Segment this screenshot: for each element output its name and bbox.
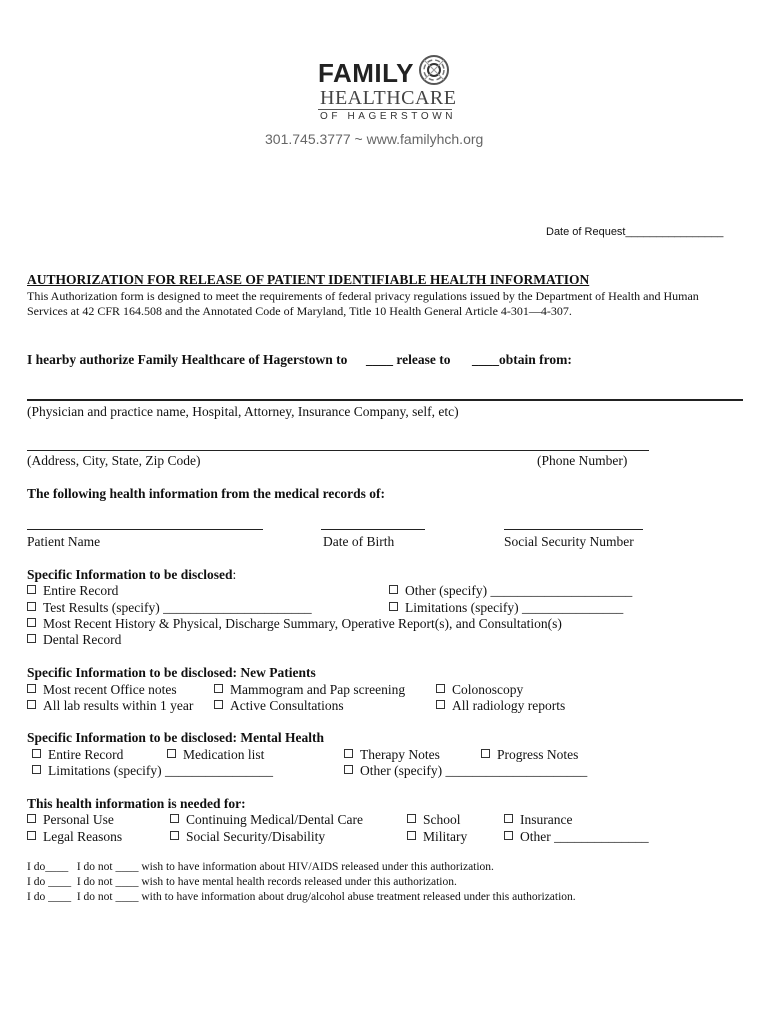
check-school[interactable]: School	[407, 812, 461, 828]
checkbox-icon[interactable]	[32, 765, 41, 774]
checkbox-icon[interactable]	[27, 814, 36, 823]
logo	[318, 58, 458, 128]
check-personal-use[interactable]: Personal Use	[27, 812, 114, 828]
check-mh-other[interactable]: Other (specify) _____________________	[344, 763, 587, 779]
checkbox-icon[interactable]	[344, 765, 353, 774]
logo-healthcare: HEALTHCARE	[320, 87, 457, 109]
section-mental-health: Specific Information to be disclosed: Mental Health	[27, 730, 324, 745]
check-progress-notes[interactable]: Progress Notes	[481, 747, 578, 763]
check-lab-results[interactable]: All lab results within 1 year	[27, 698, 193, 714]
checkbox-icon[interactable]	[504, 831, 513, 840]
consent-hiv[interactable]: I do____ I do not ____ wish to have information about HIV/AIDS released under this authorization.	[27, 861, 494, 873]
check-test-results[interactable]: Test Results (specify) ______________________	[27, 600, 312, 616]
check-other-specify[interactable]: Other (specify) _____________________	[389, 583, 632, 599]
check-therapy-notes[interactable]: Therapy Notes	[344, 747, 440, 763]
check-military[interactable]: Military	[407, 829, 467, 845]
physician-label: (Physician and practice name, Hospital, Attorney, Insurance Company, self, etc)	[27, 404, 459, 419]
check-entire-record[interactable]: Entire Record	[27, 583, 118, 599]
authorize-text: I hearby authorize Family Healthcare of Hagerstown to	[27, 352, 348, 367]
address-field-line[interactable]	[27, 450, 649, 451]
section-specific-info: Specific Information to be disclosed:	[27, 567, 237, 582]
obtain-option[interactable]: ____obtain from:	[472, 352, 572, 367]
release-option[interactable]: ____ release to	[366, 352, 451, 367]
check-dental-record[interactable]: Dental Record	[27, 632, 121, 648]
check-recent-history[interactable]: Most Recent History & Physical, Discharge Summary, Operative Report(s), and Consultation(s)	[27, 616, 562, 632]
checkbox-icon[interactable]	[436, 700, 445, 709]
section-needed-for: This health information is needed for:	[27, 796, 246, 811]
logo-family: FAMILY	[318, 58, 414, 88]
checkbox-icon[interactable]	[389, 585, 398, 594]
checkbox-icon[interactable]	[27, 602, 36, 611]
dob-field[interactable]	[321, 529, 425, 530]
check-insurance[interactable]: Insurance	[504, 812, 572, 828]
intro-line-1: This Authorization form is designed to meet the requirements of federal privacy regulations issued by the Department of Health and Human	[27, 289, 699, 303]
logo-location: OF HAGERSTOWN	[320, 111, 457, 122]
checkbox-icon[interactable]	[407, 814, 416, 823]
checkbox-icon[interactable]	[27, 634, 36, 643]
check-active-consultations[interactable]: Active Consultations	[214, 698, 344, 714]
checkbox-icon[interactable]	[167, 749, 176, 758]
check-mh-limitations[interactable]: Limitations (specify) ________________	[32, 763, 273, 779]
check-social-security[interactable]: Social Security/Disability	[170, 829, 325, 845]
ssn-label: Social Security Number	[504, 534, 634, 549]
checkbox-icon[interactable]	[436, 684, 445, 693]
checkbox-icon[interactable]	[344, 749, 353, 758]
check-other-purpose[interactable]: Other ______________	[504, 829, 649, 845]
checkbox-icon[interactable]	[389, 602, 398, 611]
check-radiology[interactable]: All radiology reports	[436, 698, 565, 714]
logo-mark-icon	[416, 52, 452, 88]
address-label: (Address, City, State, Zip Code)	[27, 453, 201, 468]
checkbox-icon[interactable]	[27, 618, 36, 627]
consent-mental-health[interactable]: I do ____ I do not ____ wish to have mental health records released under this authorization.	[27, 876, 457, 888]
patient-name-label: Patient Name	[27, 534, 101, 549]
check-medication-list[interactable]: Medication list	[167, 747, 264, 763]
check-mammogram[interactable]: Mammogram and Pap screening	[214, 682, 405, 698]
checkbox-icon[interactable]	[214, 684, 223, 693]
checkbox-icon[interactable]	[170, 831, 179, 840]
checkbox-icon[interactable]	[481, 749, 490, 758]
date-of-request: Date of Request________________	[546, 226, 724, 238]
check-limitations[interactable]: Limitations (specify) _______________	[389, 600, 623, 616]
contact-info: 301.745.3777 ~ www.familyhch.org	[265, 131, 484, 147]
check-continuing-care[interactable]: Continuing Medical/Dental Care	[170, 812, 363, 828]
check-colonoscopy[interactable]: Colonoscopy	[436, 682, 523, 698]
following-heading: The following health information from the medical records of:	[27, 486, 385, 501]
checkbox-icon[interactable]	[214, 700, 223, 709]
section-new-patients: Specific Information to be disclosed: New Patients	[27, 665, 316, 680]
check-office-notes[interactable]: Most recent Office notes	[27, 682, 177, 698]
checkbox-icon[interactable]	[27, 831, 36, 840]
check-legal-reasons[interactable]: Legal Reasons	[27, 829, 122, 845]
check-mh-entire-record[interactable]: Entire Record	[32, 747, 123, 763]
checkbox-icon[interactable]	[32, 749, 41, 758]
checkbox-icon[interactable]	[27, 684, 36, 693]
checkbox-icon[interactable]	[170, 814, 179, 823]
checkbox-icon[interactable]	[27, 585, 36, 594]
physician-field-line[interactable]	[27, 399, 743, 401]
checkbox-icon[interactable]	[407, 831, 416, 840]
checkbox-icon[interactable]	[27, 700, 36, 709]
form-title: AUTHORIZATION FOR RELEASE OF PATIENT IDENTIFIABLE HEALTH INFORMATION	[27, 272, 590, 287]
consent-drug-alcohol[interactable]: I do ____ I do not ____ with to have information about drug/alcohol abuse treatment released under this authorization.	[27, 891, 576, 903]
phone-label: (Phone Number)	[537, 453, 628, 468]
ssn-field[interactable]	[504, 529, 643, 530]
checkbox-icon[interactable]	[504, 814, 513, 823]
intro-line-2: Services at 42 CFR 164.508 and the Annotated Code of Maryland, Title 10 Health General Article 4-301—4-307.	[27, 304, 572, 318]
dob-label: Date of Birth	[323, 534, 395, 549]
patient-name-field[interactable]	[27, 529, 263, 530]
